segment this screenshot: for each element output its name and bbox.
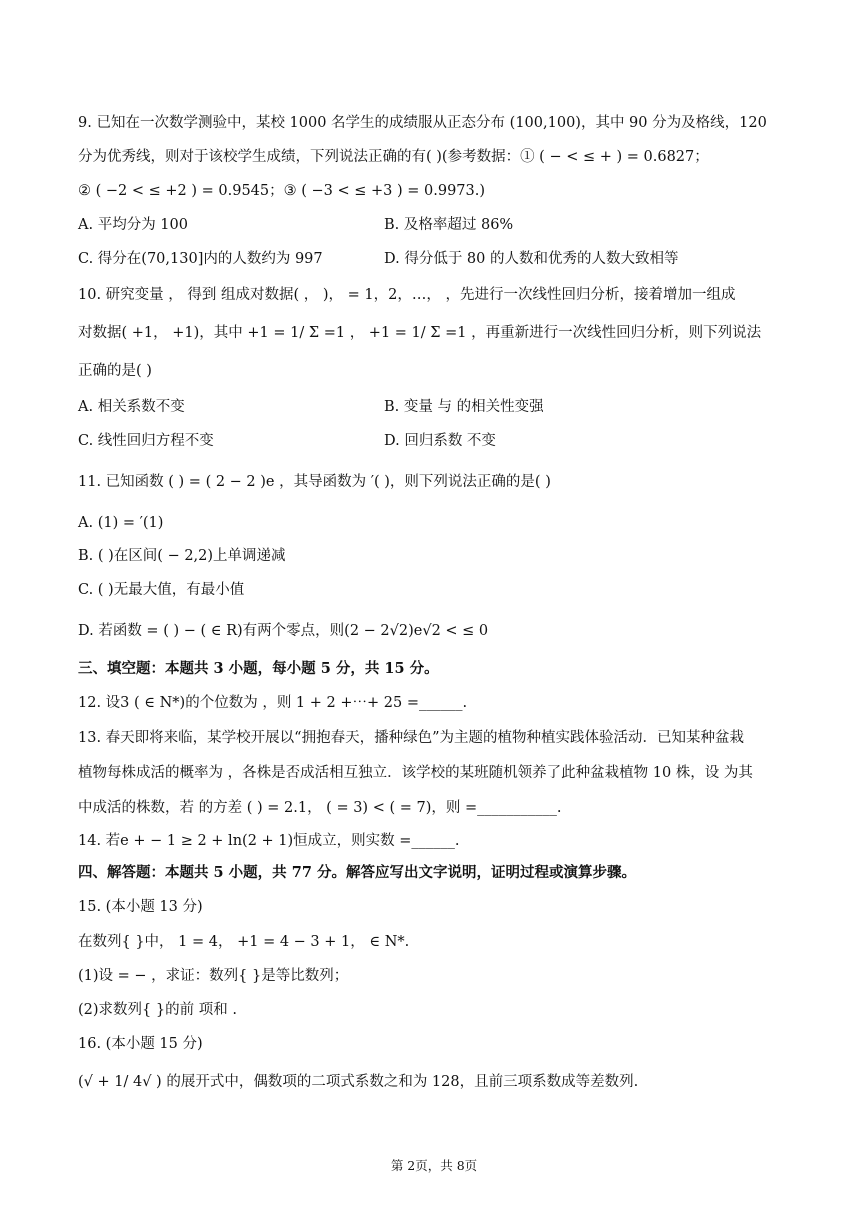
q12-line: 12. 设3 ( ∈ N*)的个位数为 ，则 1 + 2 +⋯+ 25 =______. [78,695,468,711]
q9-option-d: D. 得分低于 80 的人数和优秀的人数大致相等 [384,251,679,267]
q15-line-3: (2)求数列{ }的前 项和 . [78,1002,237,1018]
q15-line-2: (1)设 = − ，求证：数列{ }是等比数列； [78,968,349,984]
q11-line-1: 11. 已知函数 ( ) = ( 2 − 2 )e ，其导函数为 ′( )，则下列说法正确的是( ) [78,474,551,490]
q13-line-1: 13. 春天即将来临，某学校开展以“拥抱春天，播种绿色”为主题的植物种植实践体验活动．已知某种盆栽 [78,730,744,746]
q9-line-2: 分为优秀线，则对于该校学生成绩，下列说法正确的有( )(参考数据：① ( − < ≤ + ) = 0.6827； [78,149,709,165]
q16-heading: 16. (本小题 15 分) [78,1036,203,1052]
q9-option-c: C. 得分在(70,130]内的人数约为 997 [78,251,323,267]
q10-option-b: B. 变量 与 的相关性变强 [384,399,544,415]
q15-heading: 15. (本小题 13 分) [78,899,203,915]
q15-line-1: 在数列{ }中， 1 = 4， +1 = 4 − 3 + 1， ∈ N*. [78,934,410,950]
page-footer: 第 2页，共 8页 [390,1158,478,1173]
q14-line: 14. 若e + − 1 ≥ 2 + ln(2 + 1)恒成立，则实数 =______. [78,833,460,849]
q16-line-1: (√ + 1/ 4√ ) 的展开式中，偶数项的二项式系数之和为 128，且前三项系数成等差数列. [78,1074,639,1090]
q13-line-3: 中成活的株数，若 的方差 ( ) = 2.1， ( = 3) < ( = 7)，则 =___________. [78,800,562,816]
q11-option-d: D. 若函数 = ( ) − ( ∈ R)有两个零点，则(2 − 2√2)e√2 < ≤ 0 [78,623,489,639]
q9-option-b: B. 及格率超过 86% [384,217,514,233]
q9-line-1: 9. 已知在一次数学测验中，某校 1000 名学生的成绩服从正态分布 (100,100)，其中 90 分为及格线，120 [78,115,767,131]
q10-line-1: 10. 研究变量 ， 得到 组成对数据( ， )， = 1，2，…， ，先进行一次线性回归分析，接着增加一组成 [78,287,736,303]
q11-option-c: C. ( )无最大值，有最小值 [78,582,245,598]
section-3-heading: 三、填空题：本题共 3 小题，每小题 5 分，共 15 分。 [78,660,439,677]
q10-line-3: 正确的是( ) [78,363,152,379]
q13-line-2: 植物每株成活的概率为 ，各株是否成活相互独立．该学校的某班随机领养了此种盆栽植物 10 株，设 为其 [78,765,753,781]
q10-line-2: 对数据( +1， +1)，其中 +1 = 1/ Σ =1 ， +1 = 1/ Σ =1 ，再重新进行一次线性回归分析，则下列说法 [78,325,762,341]
q9-line-3: ② ( −2 < ≤ +2 ) = 0.9545；③ ( −3 < ≤ +3 ) = 0.9973.) [78,183,486,199]
section-4-heading: 四、解答题：本题共 5 小题，共 77 分。解答应写出文字说明，证明过程或演算步骤。 [78,864,636,881]
q10-option-c: C. 线性回归方程不变 [78,433,214,449]
q11-option-a: A. (1) = ′(1) [78,515,164,531]
q10-option-a: A. 相关系数不变 [78,399,185,415]
q10-option-d: D. 回归系数 不变 [384,433,496,449]
q11-option-b: B. ( )在区间( − 2,2)上单调递减 [78,548,286,564]
q9-option-a: A. 平均分为 100 [78,217,188,233]
